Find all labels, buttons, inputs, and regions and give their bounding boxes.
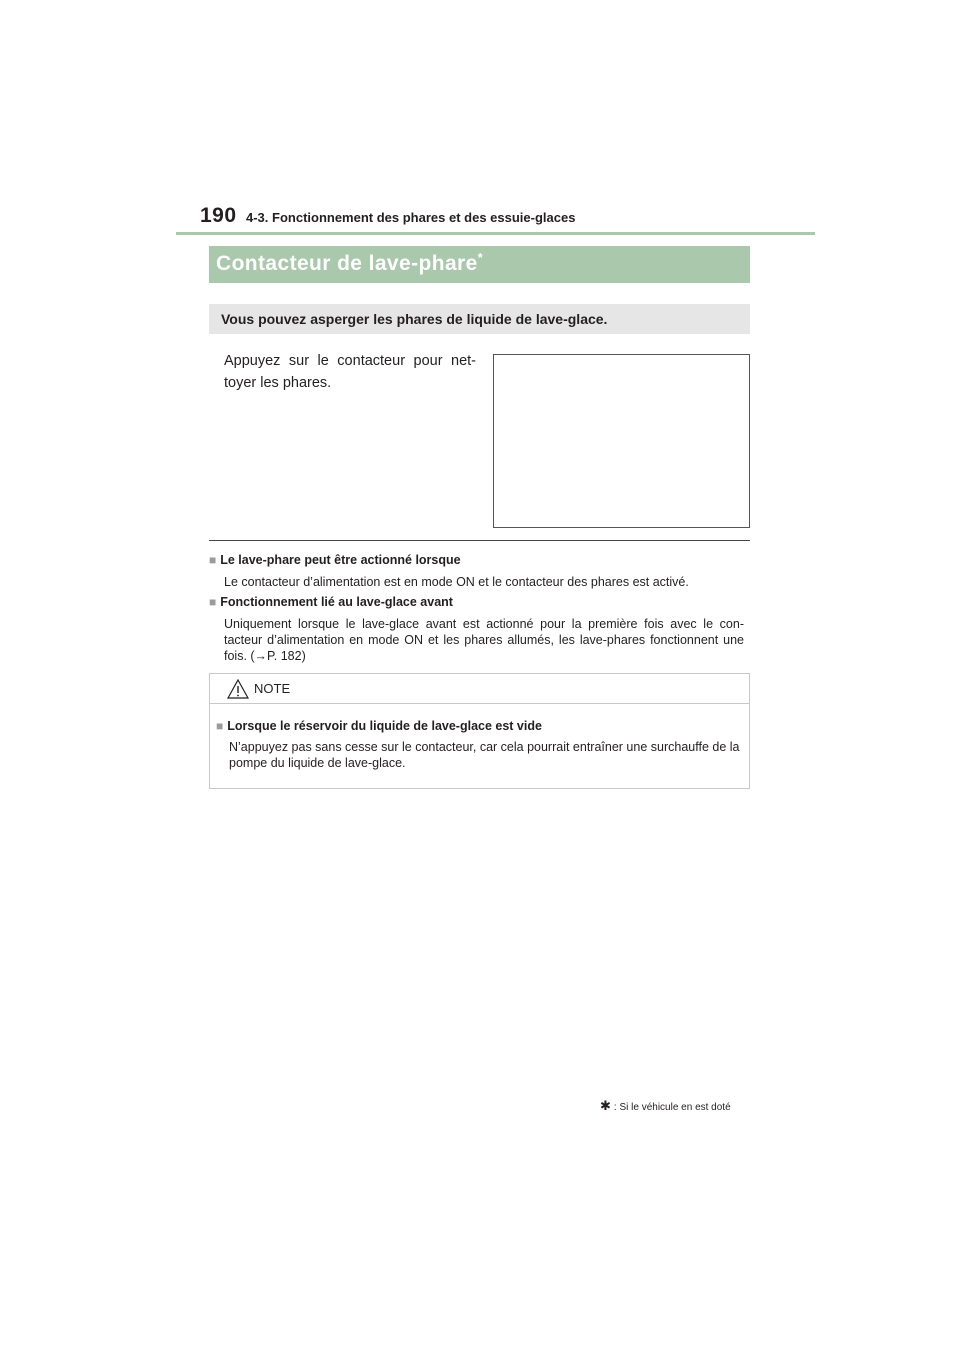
title-asterisk: *: [477, 250, 484, 265]
illustration-frame: [493, 354, 750, 528]
body-paragraph: Appuyez sur le contacteur pour net- toyer les phares.: [224, 353, 476, 391]
note-item-title-text: Lorsque le réservoir du liquide de lave-glace est vide: [227, 719, 542, 733]
item-body: Uniquement lorsque le lave-glace avant est actionné pour la première fois avec le con- tacteur d’alimentation en mode ON et les phares allumés, les lave-phares fonctionnent une fois. (→P. 182): [224, 617, 744, 663]
intro-text: Vous pouvez asperger les phares de liquide de lave-glace.: [221, 311, 608, 327]
note-box: [209, 673, 750, 789]
item-title-text: Le lave-phare peut être actionné lorsque: [220, 553, 461, 567]
square-bullet-icon: ■: [209, 595, 217, 609]
square-bullet-icon: ■: [216, 719, 224, 733]
footnote: [600, 1098, 731, 1114]
section-title-text: Contacteur de lave-phare: [216, 252, 478, 275]
header-rule: [176, 232, 815, 235]
note-label: NOTE: [254, 681, 291, 696]
warning-triangle-icon: [227, 679, 249, 699]
intro-bar: [209, 304, 750, 334]
note-divider: [210, 703, 749, 704]
note-item-title: [216, 719, 542, 733]
section-divider: [209, 540, 750, 541]
page-number: 190: [200, 204, 237, 227]
asterisk-icon: ✱: [600, 1098, 611, 1113]
section-header: 4-3. Fonctionnement des phares et des essuie-glaces: [246, 210, 576, 225]
section-title-bar: [209, 246, 750, 283]
item-title: [209, 595, 453, 609]
note-item-body: N’appuyez pas sans cesse sur le contacteur, car cela pourrait entraîner une surchauffe de la pompe du liquide de lave-glace.: [229, 740, 740, 770]
section-title: [216, 250, 484, 276]
square-bullet-icon: ■: [209, 553, 217, 567]
item-title-text: Fonctionnement lié au lave-glace avant: [220, 595, 453, 609]
footnote-text: : Si le véhicule en est doté: [613, 1102, 731, 1113]
item-title: [209, 553, 461, 567]
item-body: Le contacteur d’alimentation est en mode ON et le contacteur des phares est activé.: [224, 575, 689, 589]
